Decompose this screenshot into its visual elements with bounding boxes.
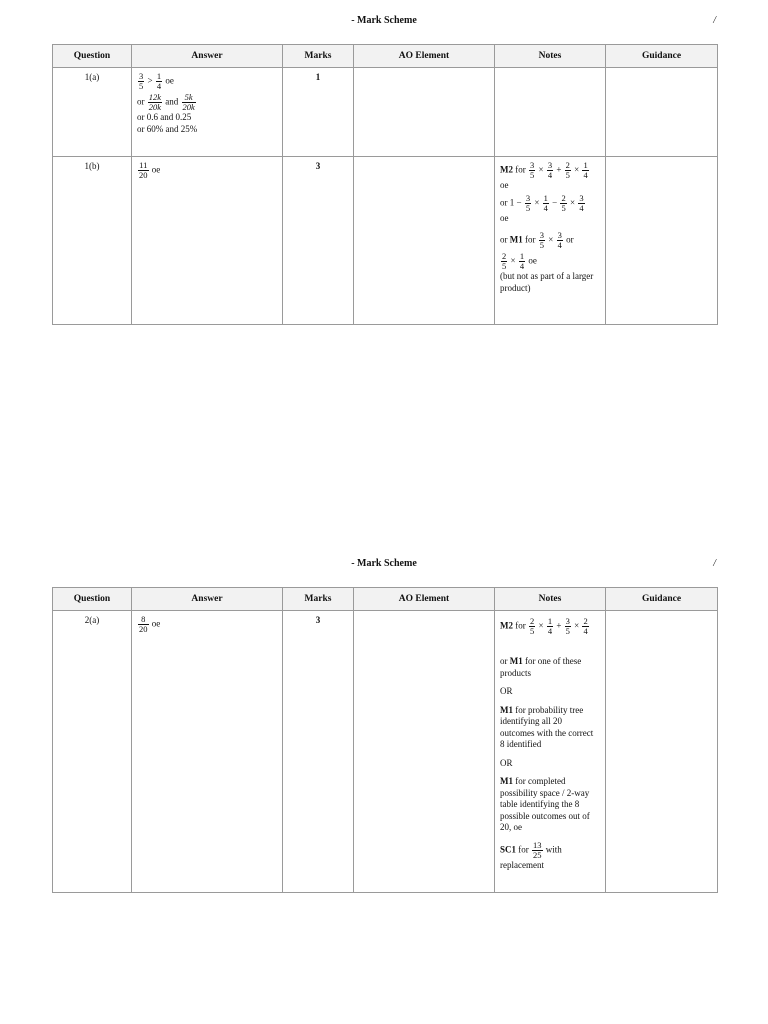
- table-header-row: [53, 588, 718, 611]
- notes-cell: M2 for $\frac{3}{5}$ × $\frac{3}{4}$ + $\frac{2}{5}$ × $\frac{1}{4}$ oe or 1 − $\frac{3}{5}$ × $\frac{1}{4}$ − $\frac{2}{5}$ × $\frac{3}{4}$ oe or M1 for $\frac{3}{5}$ × $\frac{3}{4}$ or $\frac{2}{5}$ × $\frac{1}{4}$ oe (but not as part of a larger product): [495, 157, 606, 325]
- column-header-marks: Marks: [283, 45, 354, 68]
- question-cell: 2(a): [53, 611, 132, 893]
- mark-scheme-table: [52, 587, 718, 893]
- answer-cell: $\frac{11}{20}$ oe: [132, 157, 283, 325]
- notes-cell: M2 for $\frac{2}{5}$ × $\frac{1}{4}$ + $\frac{3}{5}$ × $\frac{2}{4}$ or M1 for one of these products OR M1 for probability tree identifying all 20 outcomes with the correct 8 identified OR M1 for completed possibility space / 2-way table identifying the 8 possible outcomes out of 20, oe SC1 for $\frac{13}{25}$ with replacement: [495, 611, 606, 893]
- notes-cell: [495, 68, 606, 157]
- fraction: $\frac{11}{20}$: [139, 160, 148, 180]
- header-title: - Mark Scheme: [351, 15, 417, 26]
- column-header-answer: Answer: [132, 588, 283, 611]
- answer-cell: $\frac{8}{20}$ oe: [132, 611, 283, 893]
- answer-cell: $\frac{3}{5}$ > $\frac{1}{4}$ oe or $\frac{12k}{20k}$ and $\frac{5k}{20k}$ or 0.6 and 0.25 or 60% and 25%: [132, 68, 283, 157]
- column-header-ao-element: AO Element: [354, 588, 495, 611]
- column-header-guidance: Guidance: [606, 45, 718, 68]
- guidance-cell: [606, 611, 718, 893]
- ao-element-cell: [354, 68, 495, 157]
- column-header-notes: Notes: [495, 588, 606, 611]
- mark-scheme-table: [52, 44, 718, 325]
- fraction: $\frac{12k}{20k}$: [148, 92, 162, 112]
- table-row: [53, 611, 718, 893]
- ao-element-cell: [354, 157, 495, 325]
- page-header: [0, 0, 768, 26]
- column-header-marks: Marks: [283, 588, 354, 611]
- question-cell: 1(a): [53, 68, 132, 157]
- header-slash: /: [713, 558, 716, 569]
- fraction: $\frac{3}{5}$: [139, 71, 144, 91]
- table-row: [53, 68, 718, 157]
- table-row: [53, 157, 718, 325]
- question-cell: 1(b): [53, 157, 132, 325]
- marks-cell: 1: [283, 68, 354, 157]
- header-title: - Mark Scheme: [351, 558, 417, 569]
- column-header-answer: Answer: [132, 45, 283, 68]
- page-header: [0, 543, 768, 569]
- marks-cell: 3: [283, 157, 354, 325]
- column-header-notes: Notes: [495, 45, 606, 68]
- header-slash: /: [713, 15, 716, 26]
- guidance-cell: [606, 157, 718, 325]
- guidance-cell: [606, 68, 718, 157]
- fraction: $\frac{8}{20}$: [139, 614, 148, 634]
- column-header-question: Question: [53, 45, 132, 68]
- column-header-question: Question: [53, 588, 132, 611]
- fraction: $\frac{5k}{20k}$: [182, 92, 195, 112]
- column-header-ao-element: AO Element: [354, 45, 495, 68]
- ao-element-cell: [354, 611, 495, 893]
- table-header-row: [53, 45, 718, 68]
- marks-cell: 3: [283, 611, 354, 893]
- column-header-guidance: Guidance: [606, 588, 718, 611]
- fraction: $\frac{1}{4}$: [156, 71, 162, 91]
